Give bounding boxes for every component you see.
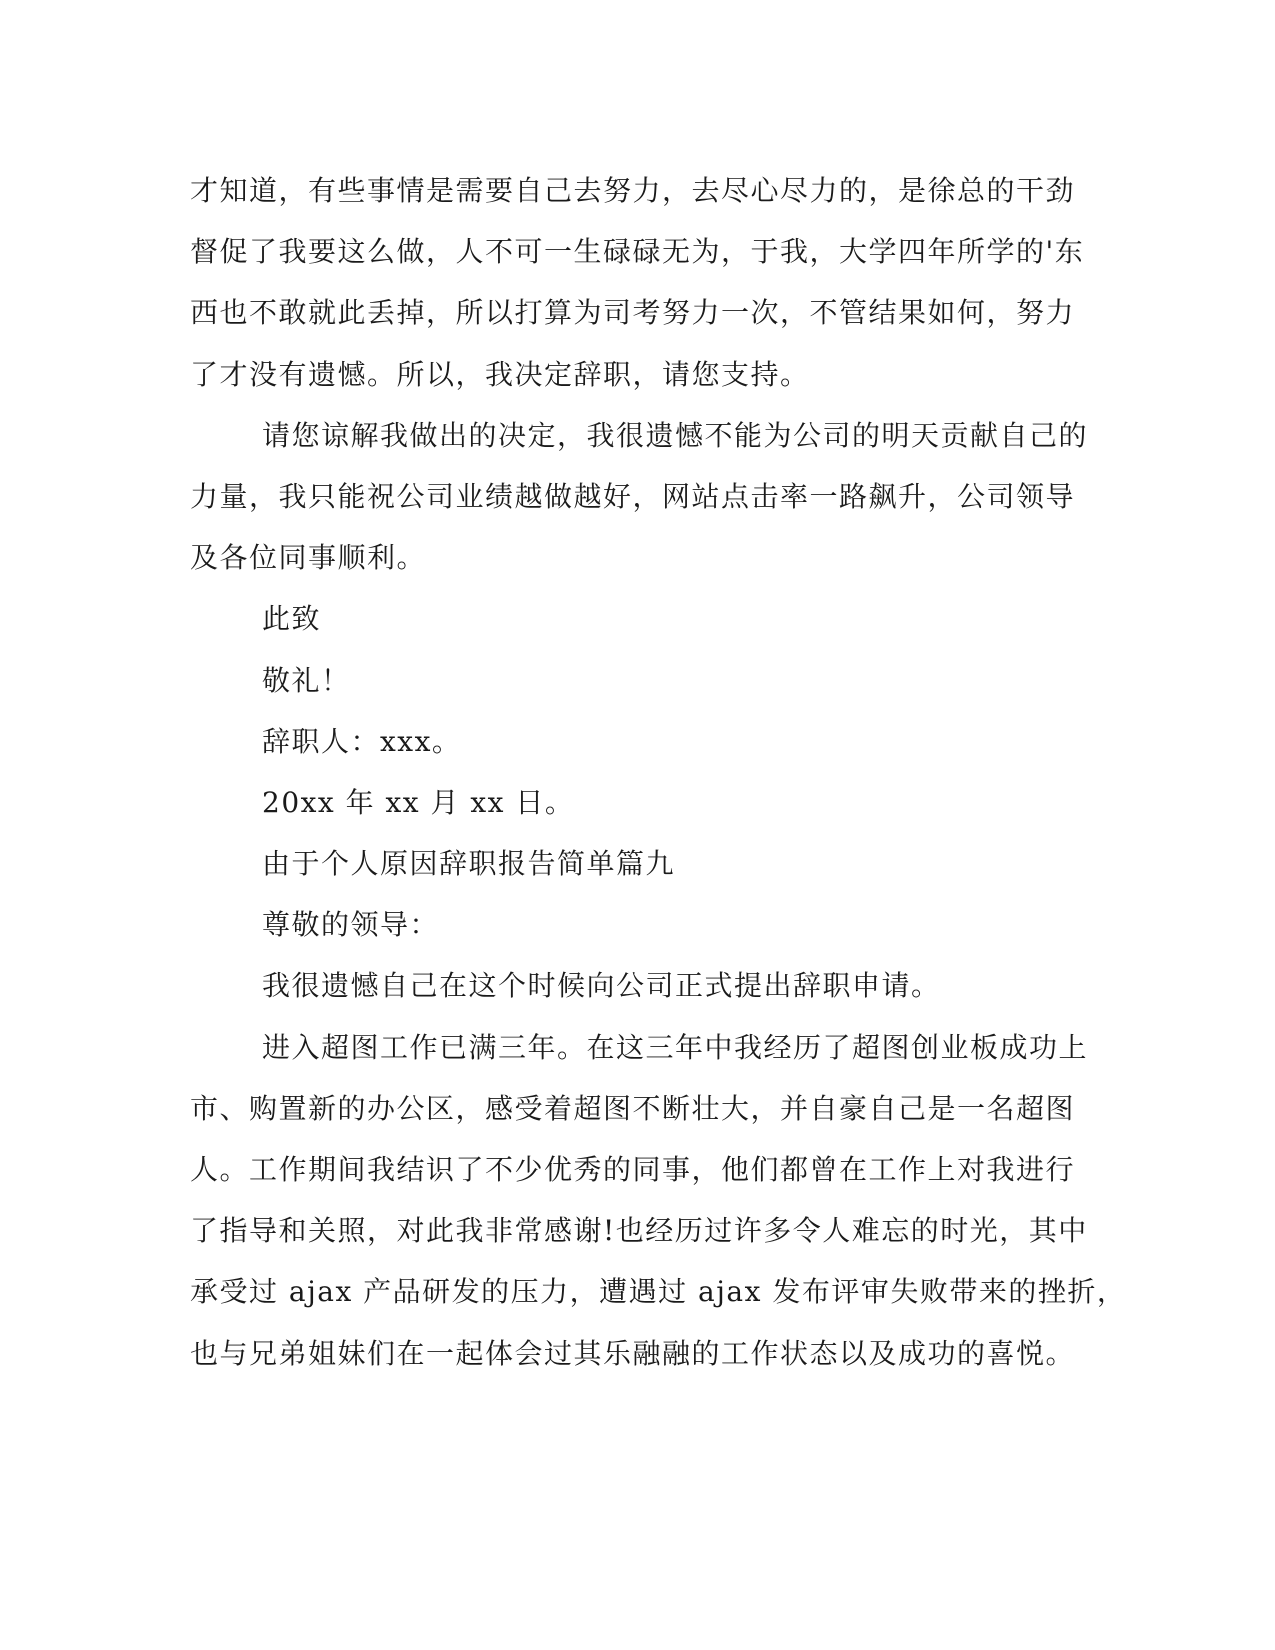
paragraph-start-line: 我很遗憾自己在这个时候向公司正式提出辞职申请。 xyxy=(262,969,941,1003)
greeting: 尊敬的领导： xyxy=(262,908,440,942)
section-title: 由于个人原因辞职报告简单篇九 xyxy=(262,847,676,881)
date-line: 20xx 年 xx 月 xx 日。 xyxy=(262,785,575,819)
text-line: 了才没有遗憾。所以，我决定辞职，请您支持。 xyxy=(190,357,810,391)
text-line: 也与兄弟姐妹们在一起体会过其乐融融的工作状态以及成功的喜悦。 xyxy=(190,1336,1076,1370)
text-line: 才知道，有些事情是需要自己去努力，去尽心尽力的，是徐总的干劲 xyxy=(190,174,1076,207)
text-line: 督促了我要这么做，人不可一生碌碌无为，于我，大学四年所学的'东 xyxy=(190,235,1085,269)
text-line: 承受过 ajax 产品研发的压力，遭遇过 ajax 发布评审失败带来的挫折， xyxy=(190,1275,1127,1309)
document-body xyxy=(190,160,1127,1384)
text-line: 了指导和关照，对此我非常感谢!也经历过许多令人难忘的时光，其中 xyxy=(190,1214,1088,1248)
text-line: 西也不敢就此丢掉，所以打算为司考努力一次，不管结果如何，努力 xyxy=(190,296,1076,330)
text-line: 人。工作期间我结识了不少优秀的同事，他们都曾在工作上对我进行 xyxy=(190,1153,1076,1186)
text-line: 及各位同事顺利。 xyxy=(190,541,427,575)
text-line: 力量，我只能祝公司业绩越做越好，网站点击率一路飙升，公司领导 xyxy=(190,479,1076,513)
paragraph-start-line: 进入超图工作已满三年。在这三年中我经历了超图创业板成功上 xyxy=(262,1030,1089,1064)
closing-salutation: 此致 xyxy=(262,602,322,636)
text-line: 市、购置新的办公区，感受着超图不断壮大，并自豪自己是一名超图 xyxy=(190,1091,1076,1125)
closing-regards: 敬礼！ xyxy=(262,663,351,697)
signature-line: 辞职人：xxx。 xyxy=(262,724,462,758)
paragraph-start-line: 请您谅解我做出的决定，我很遗憾不能为公司的明天贡献自己的 xyxy=(262,418,1089,452)
